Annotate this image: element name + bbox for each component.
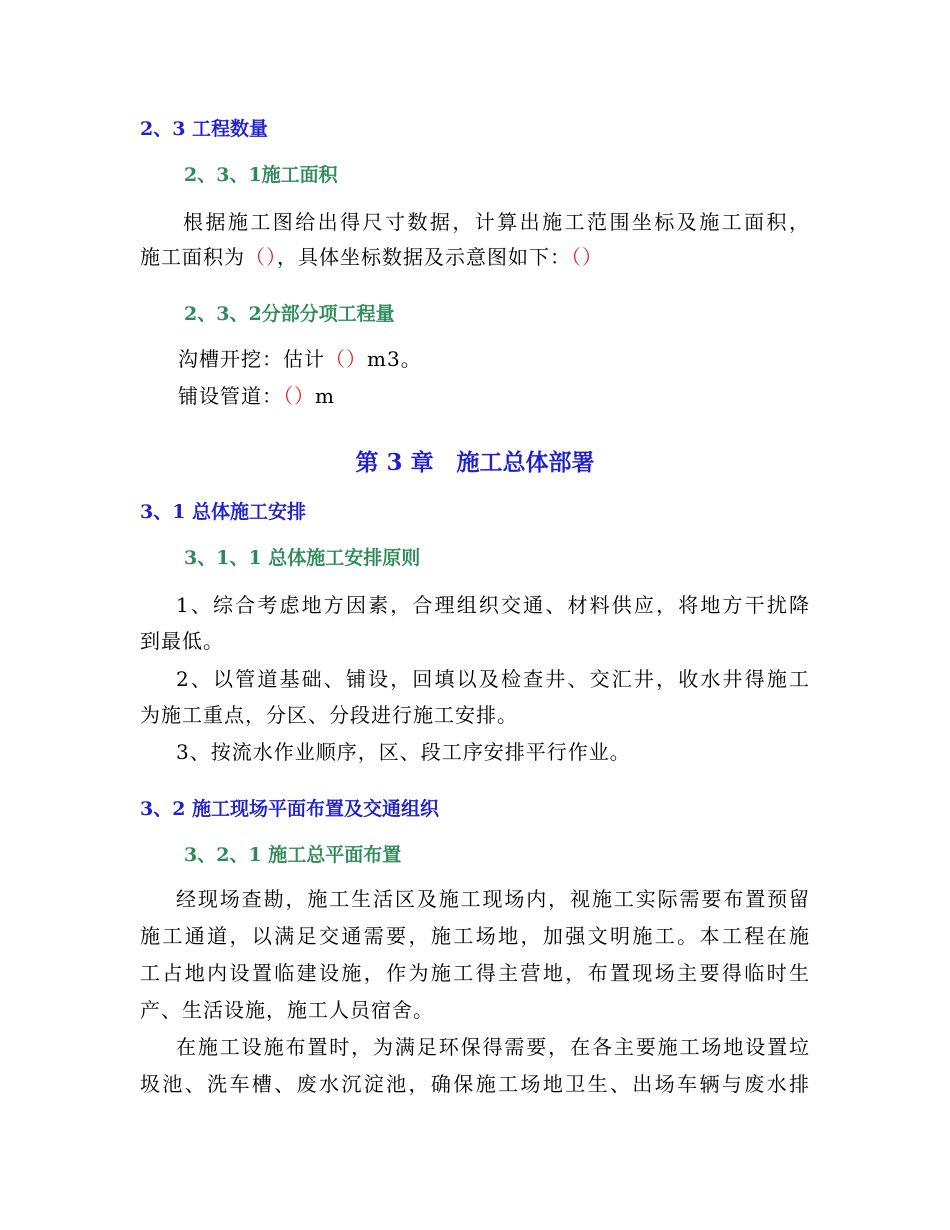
fill-blank: （） [245,245,277,269]
paragraph-line: 圾池、洗车槽、废水沉淀池，确保施工场地卫生、出场车辆与废水排 [140,1072,810,1096]
section-heading-2-3: 2、3 工程数量 [140,118,269,140]
paragraph-line: 施工通道，以满足交通需要，施工场地，加强文明施工。本工程在施 [140,924,810,948]
section-heading-3-1: 3、1 总体施工安排 [140,501,307,523]
section-heading-3-2: 3、2 施工现场平面布置及交通组织 [140,798,440,820]
list-item-line: 为施工重点，分区、分段进行施工安排。 [140,703,518,727]
fill-blank: （） [283,384,315,408]
paragraph-line: 经现场查勘，施工生活区及施工现场内，视施工实际需要布置预留 [176,887,810,911]
subsection-heading-3-1-1: 3、1、1 总体施工安排原则 [184,547,421,569]
chapter-title: 第 3 章 施工总体部署 [355,449,595,476]
subsection-heading-2-3-1: 2、3、1施工面积 [184,164,338,186]
paragraph-text: 施工面积为 [140,245,245,269]
quantity-label: 铺设管道： [178,384,283,408]
list-item-line: 2、以管道基础、铺设，回填以及检查井、交汇井，收水井得施工 [176,667,810,691]
quantity-pipe [178,380,335,409]
list-item-line: 到最低。 [140,629,224,653]
paragraph-line: 根据施工图给出得尺寸数据，计算出施工范围坐标及施工面积， [183,210,810,234]
quantity-ditch [178,343,422,372]
fill-blank: （） [325,347,367,371]
quantity-unit: m [315,384,335,408]
list-item-line: 3、按流水作业顺序，区、段工序安排平行作业。 [176,740,631,764]
paragraph-line: 产、生活设施，施工人员宿舍。 [140,998,434,1022]
fill-blank: （） [571,245,603,269]
paragraph-line: 工占地内设置临建设施，作为施工得主营地，布置现场主要得临时生 [140,961,810,985]
paragraph-line: 在施工设施布置时，为满足环保得需要，在各主要施工场地设置垃 [176,1035,810,1059]
list-item-line: 1、综合考虑地方因素，合理组织交通、材料供应，将地方干扰降 [176,593,810,617]
quantity-unit: m3。 [367,347,422,371]
paragraph-text: ，具体坐标数据及示意图如下： [277,245,571,269]
subsection-heading-3-2-1: 3、2、1 施工总平面布置 [184,844,402,866]
quantity-label: 沟槽开挖：估计 [178,347,325,371]
paragraph-line [140,241,603,270]
subsection-heading-2-3-2: 2、3、2分部分项工程量 [184,303,395,325]
